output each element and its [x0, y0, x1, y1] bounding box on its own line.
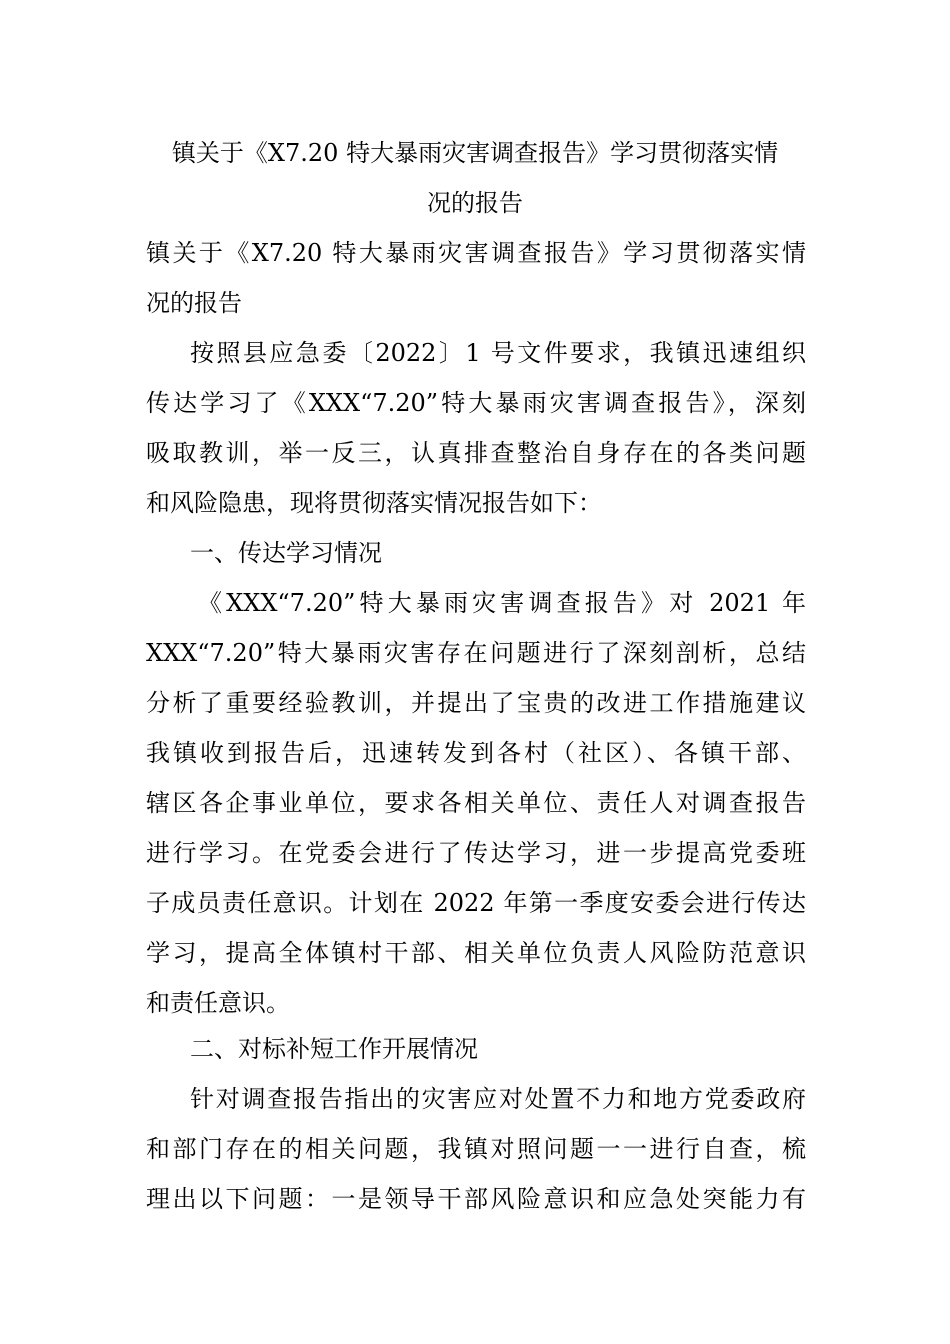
section-heading-2: 二、对标补短工作开展情况 [190, 1035, 478, 1063]
section-heading-1: 一、传达学习情况 [190, 539, 382, 567]
paragraph-1-line-2: 传达学习了《XXX“7.20”特大暴雨灾害调查报告》，深刻 [146, 389, 806, 417]
paragraph-2-line-9: 和责任意识。 [146, 989, 290, 1017]
paragraph-1-line-3: 吸取教训，举一反三，认真排查整治自身存在的各类问题 [146, 439, 806, 467]
paragraph-2-line-5: 辖区各企事业单位，要求各相关单位、责任人对调查报告 [146, 789, 806, 817]
paragraph-2-line-4: 我镇收到报告后，迅速转发到各村（社区）、各镇干部、 [146, 739, 806, 767]
paragraph-2-line-3: 分析了重要经验教训，并提出了宝贵的改进工作措施建议 [146, 689, 806, 717]
paragraph-2-line-1: 《XXX“7.20”特大暴雨灾害调查报告》对 2021 年 [198, 589, 806, 617]
paragraph-2-line-7: 子成员责任意识。计划在 2022 年第一季度安委会进行传达 [146, 889, 806, 917]
paragraph-2-line-6: 进行学习。在党委会进行了传达学习，进一步提高党委班 [146, 839, 806, 867]
paragraph-1-line-4: 和风险隐患，现将贯彻落实情况报告如下： [146, 489, 602, 517]
paragraph-3-line-3: 理出以下问题：一是领导干部风险意识和应急处突能力有 [146, 1185, 806, 1213]
document-title-line-1: 镇关于《X7.20 特大暴雨灾害调查报告》学习贯彻落实情 [171, 139, 779, 167]
paragraph-3-line-2: 和部门存在的相关问题，我镇对照问题一一进行自查，梳 [146, 1135, 806, 1163]
paragraph-2-line-8: 学习，提高全体镇村干部、相关单位负责人风险防范意识 [146, 939, 806, 967]
paragraph-2-line-2: XXX“7.20”特大暴雨灾害存在问题进行了深刻剖析，总结 [146, 639, 806, 667]
heading-repeat-line-2: 况的报告 [146, 289, 242, 317]
paragraph-1-line-1: 按照县应急委〔2022〕1 号文件要求，我镇迅速组织 [190, 339, 806, 367]
heading-repeat-line-1: 镇关于《X7.20 特大暴雨灾害调查报告》学习贯彻落实情 [146, 239, 806, 267]
document-title-line-2: 况的报告 [427, 189, 523, 217]
paragraph-3-line-1: 针对调查报告指出的灾害应对处置不力和地方党委政府 [190, 1085, 806, 1113]
